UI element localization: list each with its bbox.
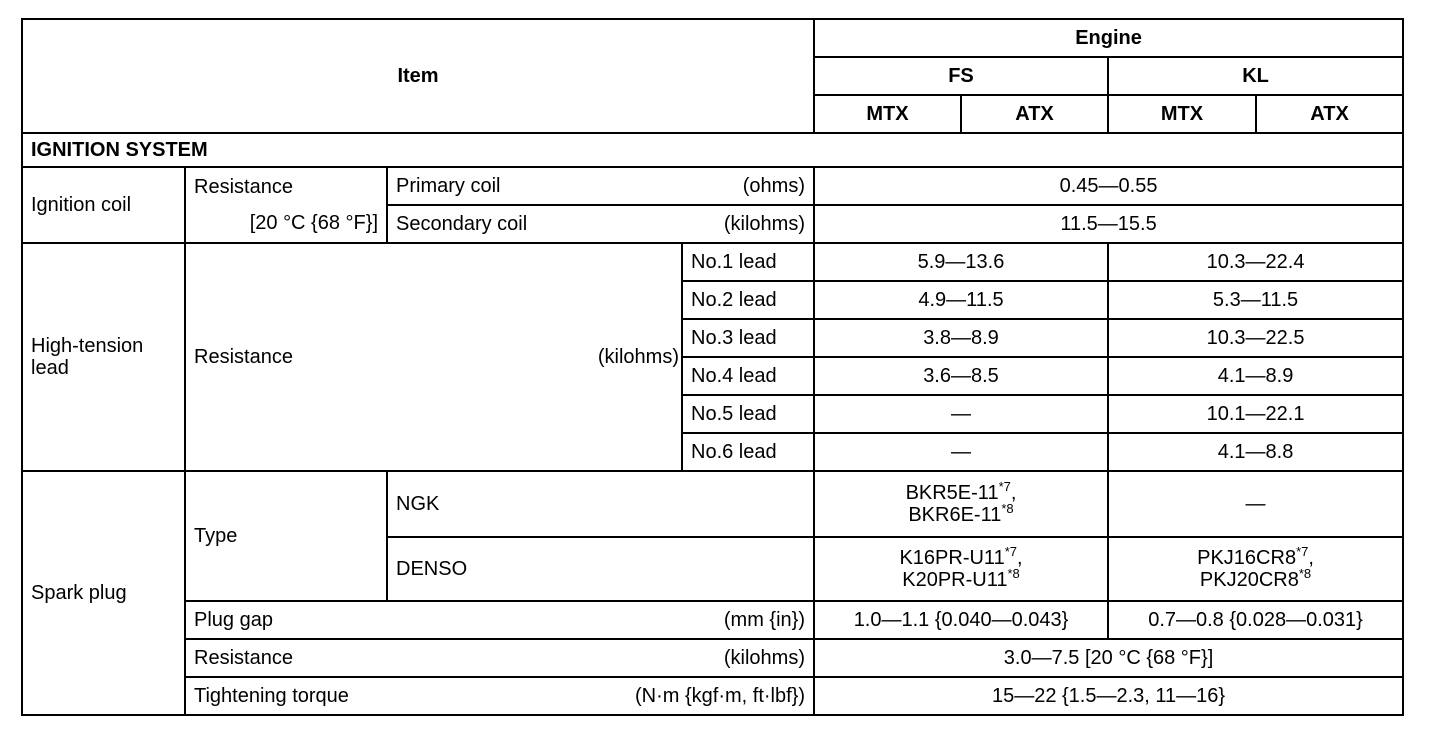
plug-resistance-value: 3.0—7.5 [20 °C {68 °F}] [814, 639, 1403, 677]
lead-name: No.4 lead [682, 357, 814, 395]
header-fs: FS [814, 57, 1108, 95]
lead-fs-value: 5.9—13.6 [814, 243, 1108, 281]
plug-gap-cell [185, 601, 814, 639]
lead-name: No.1 lead [682, 243, 814, 281]
high-tension-resistance-cell [185, 243, 682, 471]
header-item: Item [22, 19, 814, 133]
denso-kl-value: PKJ16CR8$^{*7}$, PKJ20CR8$^{*8}$ [1108, 537, 1403, 601]
secondary-coil-value: 11.5—15.5 [814, 205, 1403, 243]
header-kl: KL [1108, 57, 1403, 95]
lead-name: No.5 lead [682, 395, 814, 433]
header-kl-mtx: MTX [1108, 95, 1256, 133]
tightening-torque-unit: (N·m {kgf·m, ft·lbf}) [634, 685, 805, 707]
spark-plug-label: Spark plug [22, 471, 185, 715]
ignition-coil-resistance-label: Resistance [194, 176, 293, 198]
lead-name: No.3 lead [682, 319, 814, 357]
ignition-coil-temp: [20 °C {68 °F}] [249, 212, 378, 234]
tightening-torque-cell [185, 677, 814, 715]
secondary-coil-label: Secondary coil [396, 213, 528, 235]
lead-name: No.6 lead [682, 433, 814, 471]
ngk-label: NGK [387, 471, 814, 537]
primary-coil-cell [387, 167, 814, 205]
ngk-kl-value: — [1108, 471, 1403, 537]
primary-coil-value: 0.45—0.55 [814, 167, 1403, 205]
high-tension-lead-label: High-tension lead [22, 243, 185, 471]
lead-fs-value: — [814, 395, 1108, 433]
lead-kl-value: 5.3—11.5 [1108, 281, 1403, 319]
header-kl-atx: ATX [1256, 95, 1403, 133]
section-ignition-system: IGNITION SYSTEM [22, 133, 1403, 167]
lead-fs-value: — [814, 433, 1108, 471]
lead-kl-value: 10.3—22.4 [1108, 243, 1403, 281]
ignition-coil-label: Ignition coil [22, 167, 185, 243]
secondary-coil-cell [387, 205, 814, 243]
lead-kl-value: 4.1—8.9 [1108, 357, 1403, 395]
primary-coil-unit: (ohms) [742, 175, 805, 197]
plug-resistance-unit: (kilohms) [723, 647, 805, 669]
high-tension-resistance-label: Resistance [194, 346, 293, 368]
denso-fs-value: K16PR-U11$^{*7}$, K20PR-U11$^{*8}$ [814, 537, 1108, 601]
high-tension-resistance-unit: (kilohms) [597, 346, 679, 368]
plug-gap-unit: (mm {in}) [723, 609, 805, 631]
lead-kl-value: 10.3—22.5 [1108, 319, 1403, 357]
plug-gap-fs-value: 1.0—1.1 {0.040—0.043} [814, 601, 1108, 639]
lead-fs-value: 3.8—8.9 [814, 319, 1108, 357]
plug-resistance-cell [185, 639, 814, 677]
ngk-fs-value: BKR5E-11$^{*7}$, BKR6E-11$^{*8}$ [814, 471, 1108, 537]
spark-plug-type-label: Type [185, 471, 387, 601]
header-fs-atx: ATX [961, 95, 1108, 133]
denso-label: DENSO [387, 537, 814, 601]
ignition-spec-table [21, 18, 1404, 716]
lead-kl-value: 10.1—22.1 [1108, 395, 1403, 433]
plug-resistance-label: Resistance [194, 647, 293, 669]
header-engine: Engine [814, 19, 1403, 57]
primary-coil-label: Primary coil [396, 175, 501, 197]
secondary-coil-unit: (kilohms) [723, 213, 805, 235]
plug-gap-kl-value: 0.7—0.8 {0.028—0.031} [1108, 601, 1403, 639]
header-fs-mtx: MTX [814, 95, 961, 133]
tightening-torque-value: 15—22 {1.5—2.3, 11—16} [814, 677, 1403, 715]
ignition-coil-resistance-cell [185, 167, 387, 243]
tightening-torque-label: Tightening torque [194, 685, 349, 707]
lead-fs-value: 4.9—11.5 [814, 281, 1108, 319]
lead-name: No.2 lead [682, 281, 814, 319]
plug-gap-label: Plug gap [194, 609, 273, 631]
lead-kl-value: 4.1—8.8 [1108, 433, 1403, 471]
lead-fs-value: 3.6—8.5 [814, 357, 1108, 395]
spec-table-container [21, 18, 1404, 716]
